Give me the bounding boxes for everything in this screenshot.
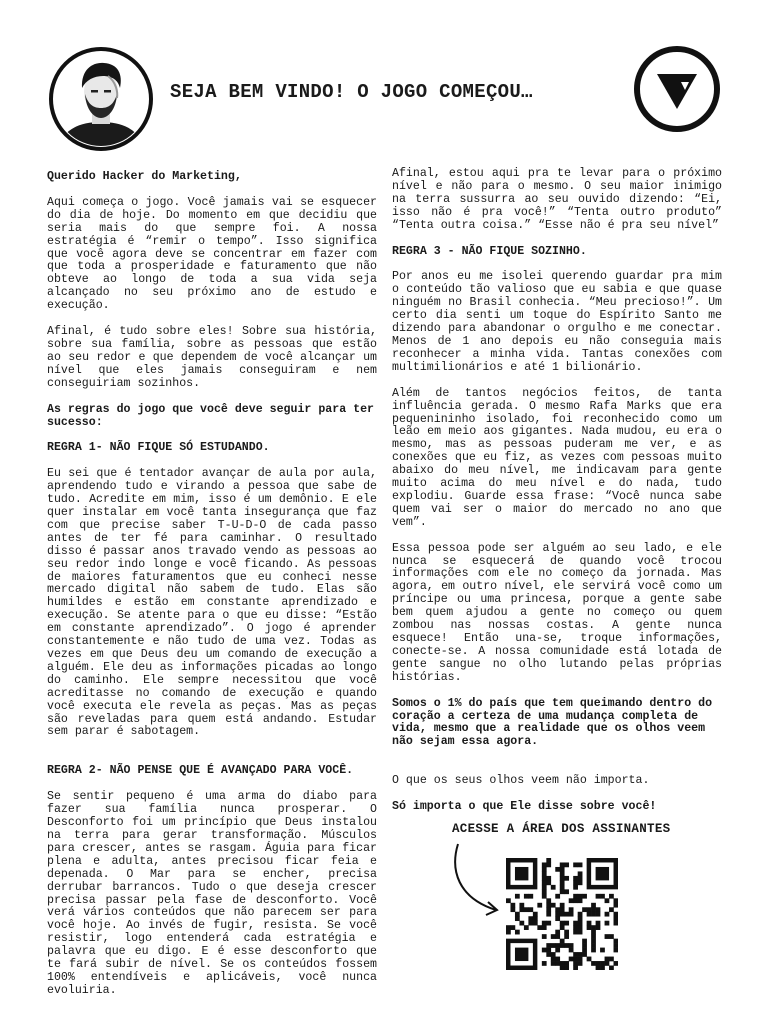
rule-1-heading: REGRA 1- NÃO FIQUE SÓ ESTUDANDO. bbox=[47, 441, 270, 455]
avatar bbox=[48, 46, 154, 152]
avatar-illustration-icon bbox=[48, 46, 154, 152]
rule-2-text: Se sentir pequeno é uma arma do diabo para fazer sua família nunca prosperar. O Desconforto foi um princípio que Deus instalou na terra para gerar transformação. Músculos para crescer, antes se rasgam. Águia para ficar plena e adulta, antes precisou ficar feia e depenada. O Mar para se encher, precisa derrubar barrancos. Tudo o que deseja crescer precisa passar pela fase de desconforto. Você verá vários conteúdos que não parecem ser para você hoje. Ao invés de fugir, resista. Se você resistir, logo entenderá cada estratégia e palavra que eu digo. E é esse desconforto que te fará subir de nível. Se os conteúdos fossem 100% entendíveis e aplicáveis, você nunca evoluiria. bbox=[47, 790, 377, 997]
page-title: SEJA BEM VINDO! O JOGO COMEÇOU… bbox=[170, 81, 533, 103]
statement: O que os seus olhos veem não importa. bbox=[392, 774, 650, 788]
intro-paragraph: Aqui começa o jogo. Você jamais vai se esquecer do dia de hoje. Do momento em que decidiu que seria mais do que sempre foi. A nossa estratégia é “remir o tempo”. Isso significa que você agora deve se concentrar em fazer com que toda a prosperidade e faturamento que não obteve ao longo de toda a sua vida seja alcançado no seu próximo ano de estudo e execução. bbox=[47, 195, 377, 313]
closing-statement: Só importa o que Ele disse sobre você! bbox=[392, 800, 657, 814]
triangle-logo-icon bbox=[632, 44, 722, 134]
paragraph: Afinal, estou aqui pra te levar para o próximo nível e não para o mesmo. O seu maior inimigo na terra sussurra ao seu ouvido dizendo: “Ei, isso não é pra você!” “Tenta outro produto” “Tenta outra coisa.” “Esse não é pra seu nível” bbox=[392, 167, 722, 232]
curved-arrow-icon bbox=[444, 840, 506, 920]
qr-code[interactable] bbox=[506, 858, 618, 970]
left-column bbox=[47, 171, 377, 1011]
highlight-paragraph: Somos o 1% do país que tem queimando dentro do coração a certeza de uma mudança completa de vida, mesmo que a realidade que os olhos veem não sejam essa agora. bbox=[392, 696, 713, 749]
brand-logo bbox=[632, 44, 722, 134]
rule-3-heading: REGRA 3 - NÃO FIQUE SOZINHO. bbox=[392, 244, 587, 258]
paragraph: Essa pessoa pode ser alguém ao seu lado, e ele nunca se esquecerá de quando você trocou informações com ele no começo da jornada. Mas agora, em outro nível, ele servirá você como um príncipe ou uma princesa, porque a gente sabe bem quem ajudou a gente no começo ou quem zombou nas nossas costas. A gente nunca esquece! Então una-se, troque informações, conecte-se. A nossa comunidade está lotada de gente sangue no olho lutando pelas próprias histórias. bbox=[392, 541, 722, 684]
right-column bbox=[392, 168, 722, 827]
rule-1-text: Eu sei que é tentador avançar de aula por aula, aprendendo tudo e virando a pessoa que sabe de tudo. Acredite em mim, isso é um demônio. E ele quer instalar em você tanta insegurança que faz com que precise saber T-U-D-O de cada passo antes de ter fé para caminhar. O resultado disso é passar anos travado vendo as pessoas ao seu redor indo longe e você ficando. As pessoas de maiores faturamentos que eu conheci nesse mercado digital não sabem de tudo. Elas são humildes e estão em constante aprendizado e execução. Se atente para o que eu disse: “Estão em constante aprendizado”. O jogo é aprender constantemente e não tudo de uma vez. Todas as vezes em que Deus deu um comando de execução a alguém. Ele deu as informações picadas ao longo do caminho. Ele sempre necessitou que você acreditasse no comando de execução e quando você executa ele revela as peças. Mas as peças são reveladas para quem está andando. Estudar sem parar é sabotagem. bbox=[47, 467, 377, 739]
subscriber-area-cta: ACESSE A ÁREA DOS ASSINANTES bbox=[452, 822, 671, 836]
greeting: Querido Hacker do Marketing, bbox=[47, 170, 242, 183]
paragraph: Além de tantos negócios feitos, de tanta influência gerada. O mesmo Rafa Marks que era pequenininho isolado, foi reconhecido como um leão em meio aos gigantes. Nada mudou, eu era o mesmo, mas as pessoas puderam me ver, e as conexões que eu fiz, as vezes com pessoas muito abaixo do meu nível, me indicavam para gente muito acima do meu nível e do nada, tudo explodiu. Guarde essa frase: “Você nunca sabe quem vai ser o maior do mercado no ano que vem”. bbox=[392, 386, 722, 529]
rule-3-text: Por anos eu me isolei querendo guardar pra mim o conteúdo tão valioso que eu sabia e que quase ninguém no Brasil conhecia. “Meu precioso!”. Um certo dia senti um toque do Espírito Santo me dizendo para abandonar o orgulho e me conectar. Menos de 1 ano depois eu não conseguia mais reconhecer a minha vida. Tantas conexões com multimilionários e até 1 bilionário. bbox=[392, 270, 722, 374]
rules-heading: As regras do jogo que você deve seguir para ter sucesso: bbox=[47, 402, 374, 429]
rule-2-heading: REGRA 2- NÃO PENSE QUE É AVANÇADO PARA VOCÊ. bbox=[47, 764, 354, 778]
paragraph: Afinal, é tudo sobre eles! Sobre sua história, sobre sua família, sobre as pessoas que estão ao seu redor e que dependem de você alcançar um nível que eles jamais conseguiram e nem conseguiriam sozinhos. bbox=[47, 325, 377, 390]
